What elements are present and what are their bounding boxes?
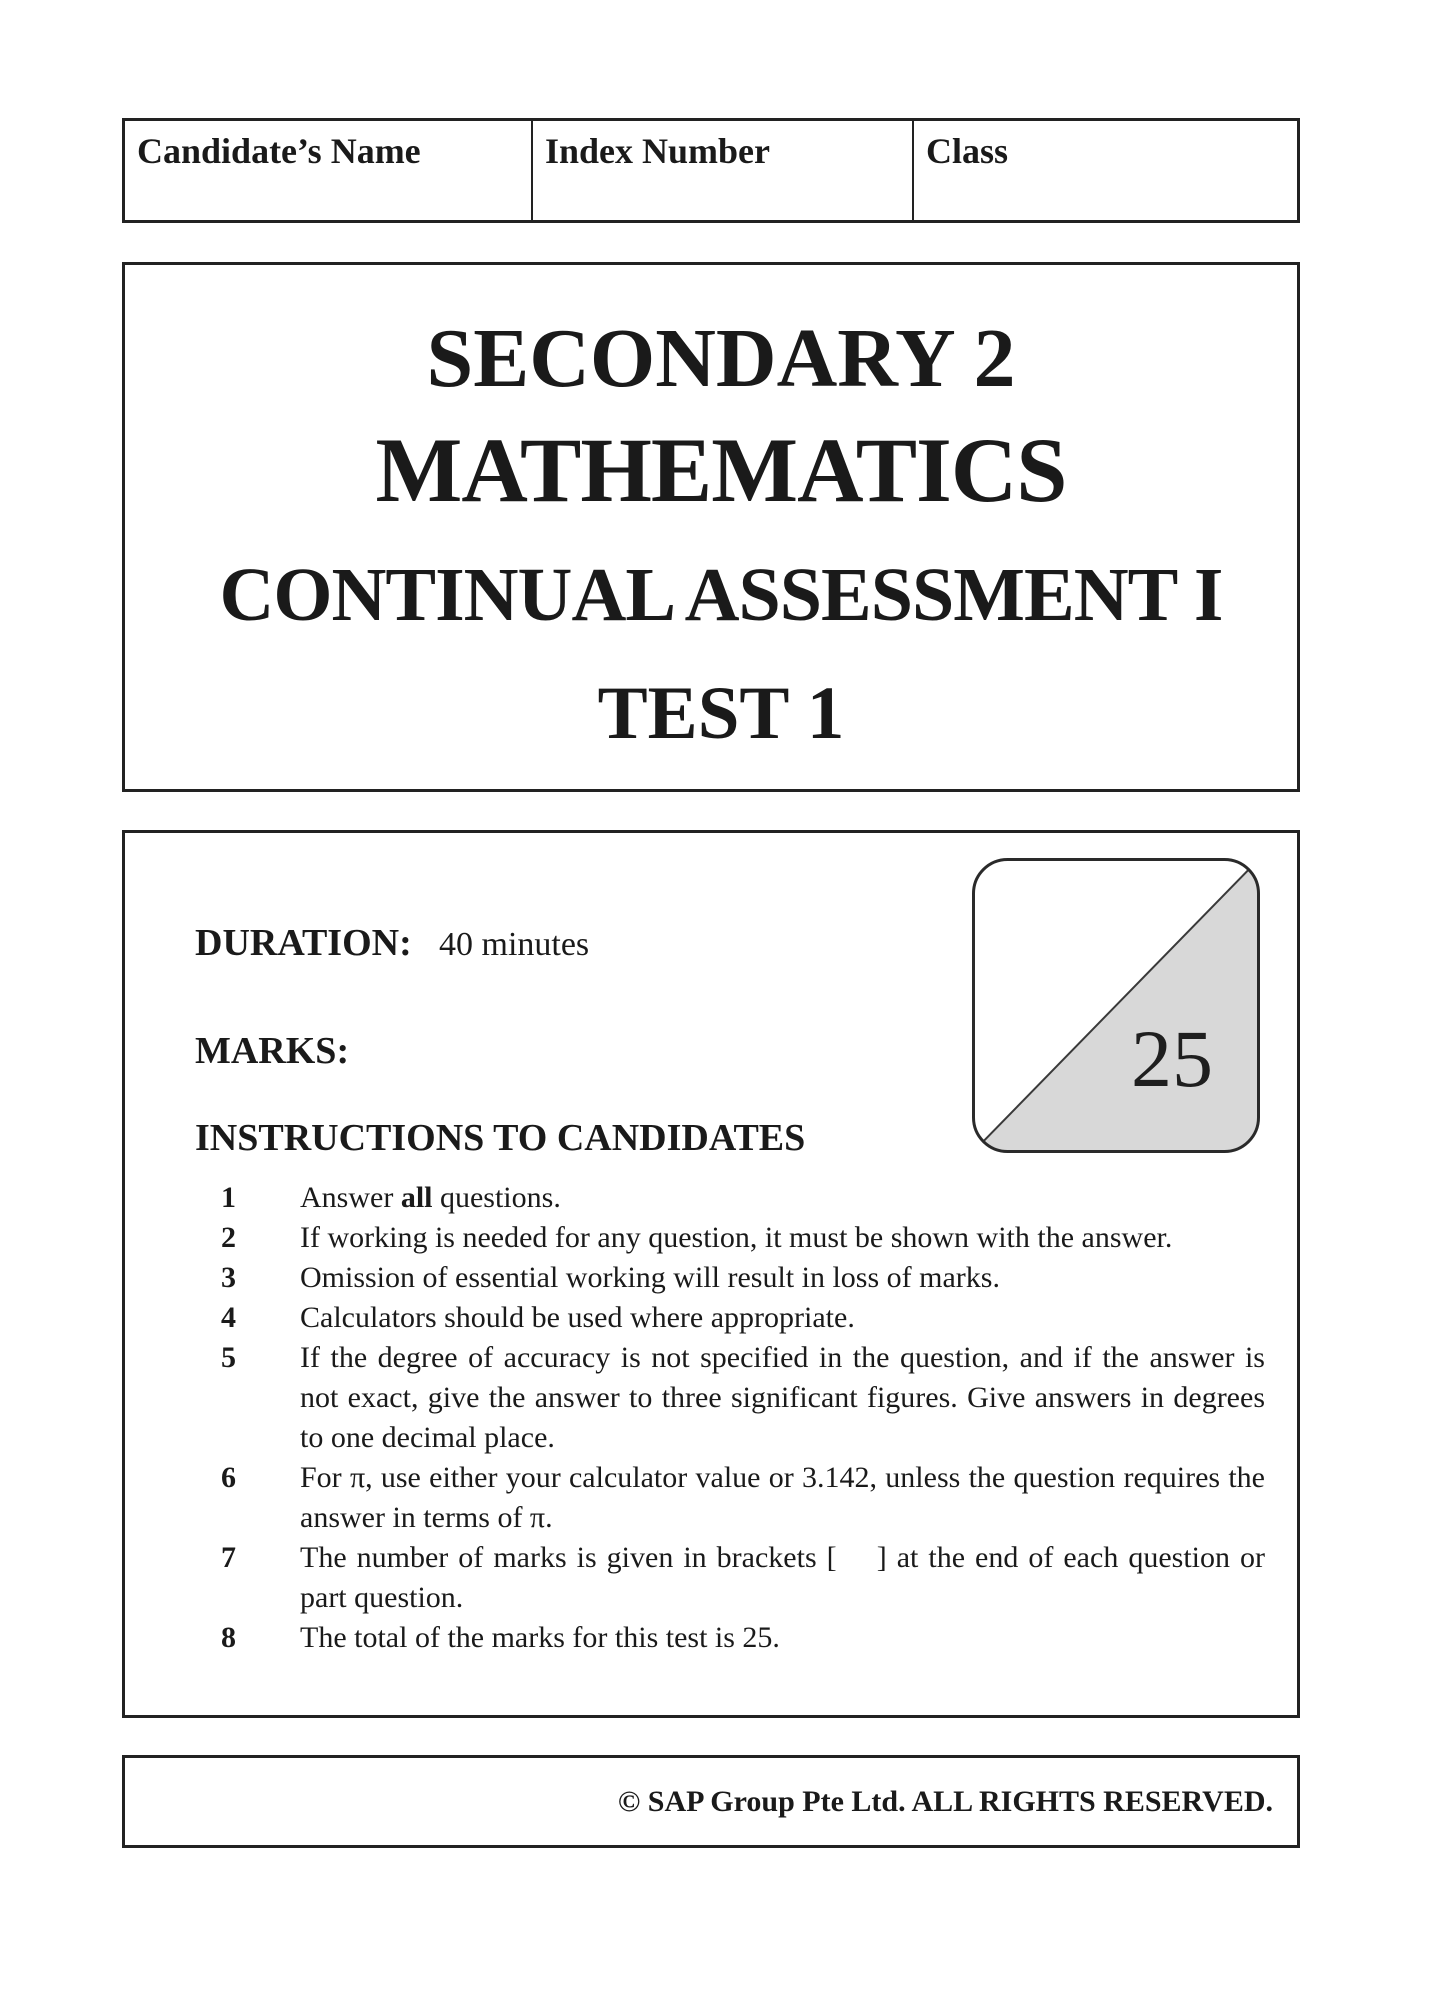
instruction-item xyxy=(221,1538,1265,1618)
marks-badge xyxy=(972,858,1260,1153)
instruction-number: 6 xyxy=(221,1461,236,1494)
instruction-text: If the degree of accuracy is not specified in the question, and if the answer is not exact, give the answer to three significant figures. Give answers in degrees to one decimal place. xyxy=(300,1341,1265,1454)
instruction-item xyxy=(221,1258,1265,1298)
index-number-label: Index Number xyxy=(545,131,771,171)
instruction-text: The number of marks is given in brackets [ ] at the end of each question or part question. xyxy=(300,1541,1265,1614)
footer-box xyxy=(122,1755,1300,1848)
marks-badge-graphic xyxy=(972,858,1260,1153)
instruction-number: 2 xyxy=(221,1221,236,1254)
candidate-name-cell xyxy=(125,121,533,220)
title-test-number: TEST 1 xyxy=(597,672,845,756)
instructions-box xyxy=(122,830,1300,1718)
instruction-number: 8 xyxy=(221,1621,236,1654)
instruction-item xyxy=(221,1298,1265,1338)
marks-label: MARKS: xyxy=(195,1030,350,1072)
instructions-heading: INSTRUCTIONS TO CANDIDATES xyxy=(195,1117,806,1159)
instruction-item xyxy=(221,1618,1265,1658)
title-level: SECONDARY 2 xyxy=(426,312,1016,405)
instruction-text: If working is needed for any question, it must be shown with the answer. xyxy=(300,1221,1173,1254)
copyright-text: © SAP Group Pte Ltd. ALL RIGHTS RESERVED. xyxy=(617,1784,1273,1818)
class-cell xyxy=(914,121,1297,220)
duration-label: DURATION: xyxy=(195,922,412,964)
title-subject: MATHEMATICS xyxy=(375,418,1067,521)
instruction-item xyxy=(221,1178,1265,1218)
candidate-name-label: Candidate’s Name xyxy=(137,131,421,171)
marks-badge-value: 25 xyxy=(1131,1013,1213,1104)
instruction-number: 4 xyxy=(221,1301,236,1334)
instruction-item xyxy=(221,1338,1265,1458)
instruction-text: Calculators should be used where appropriate. xyxy=(300,1301,855,1334)
instruction-text: Omission of essential working will result in loss of marks. xyxy=(300,1261,1000,1294)
instruction-item xyxy=(221,1458,1265,1538)
marks-row xyxy=(195,1029,349,1075)
instruction-number: 1 xyxy=(221,1181,236,1214)
title-box xyxy=(122,262,1300,792)
instruction-text: For π, use either your calculator value or 3.142, unless the question requires the answer in terms of π. xyxy=(300,1461,1265,1534)
instruction-number: 3 xyxy=(221,1261,236,1294)
instruction-item xyxy=(221,1218,1265,1258)
instructions-heading-row xyxy=(195,1116,805,1162)
instruction-number: 5 xyxy=(221,1341,236,1374)
class-label: Class xyxy=(926,131,1009,171)
duration-value: 40 minutes xyxy=(439,926,590,963)
instruction-text: Answer all questions. xyxy=(300,1181,561,1214)
candidate-info-table xyxy=(122,118,1300,223)
index-number-cell xyxy=(533,121,914,220)
instruction-number: 7 xyxy=(221,1541,236,1574)
title-assessment: CONTINUAL ASSESSMENT I xyxy=(219,553,1223,638)
instructions-list xyxy=(221,1178,1265,1658)
instruction-text: The total of the marks for this test is 25. xyxy=(300,1621,780,1654)
duration-row xyxy=(195,921,589,967)
